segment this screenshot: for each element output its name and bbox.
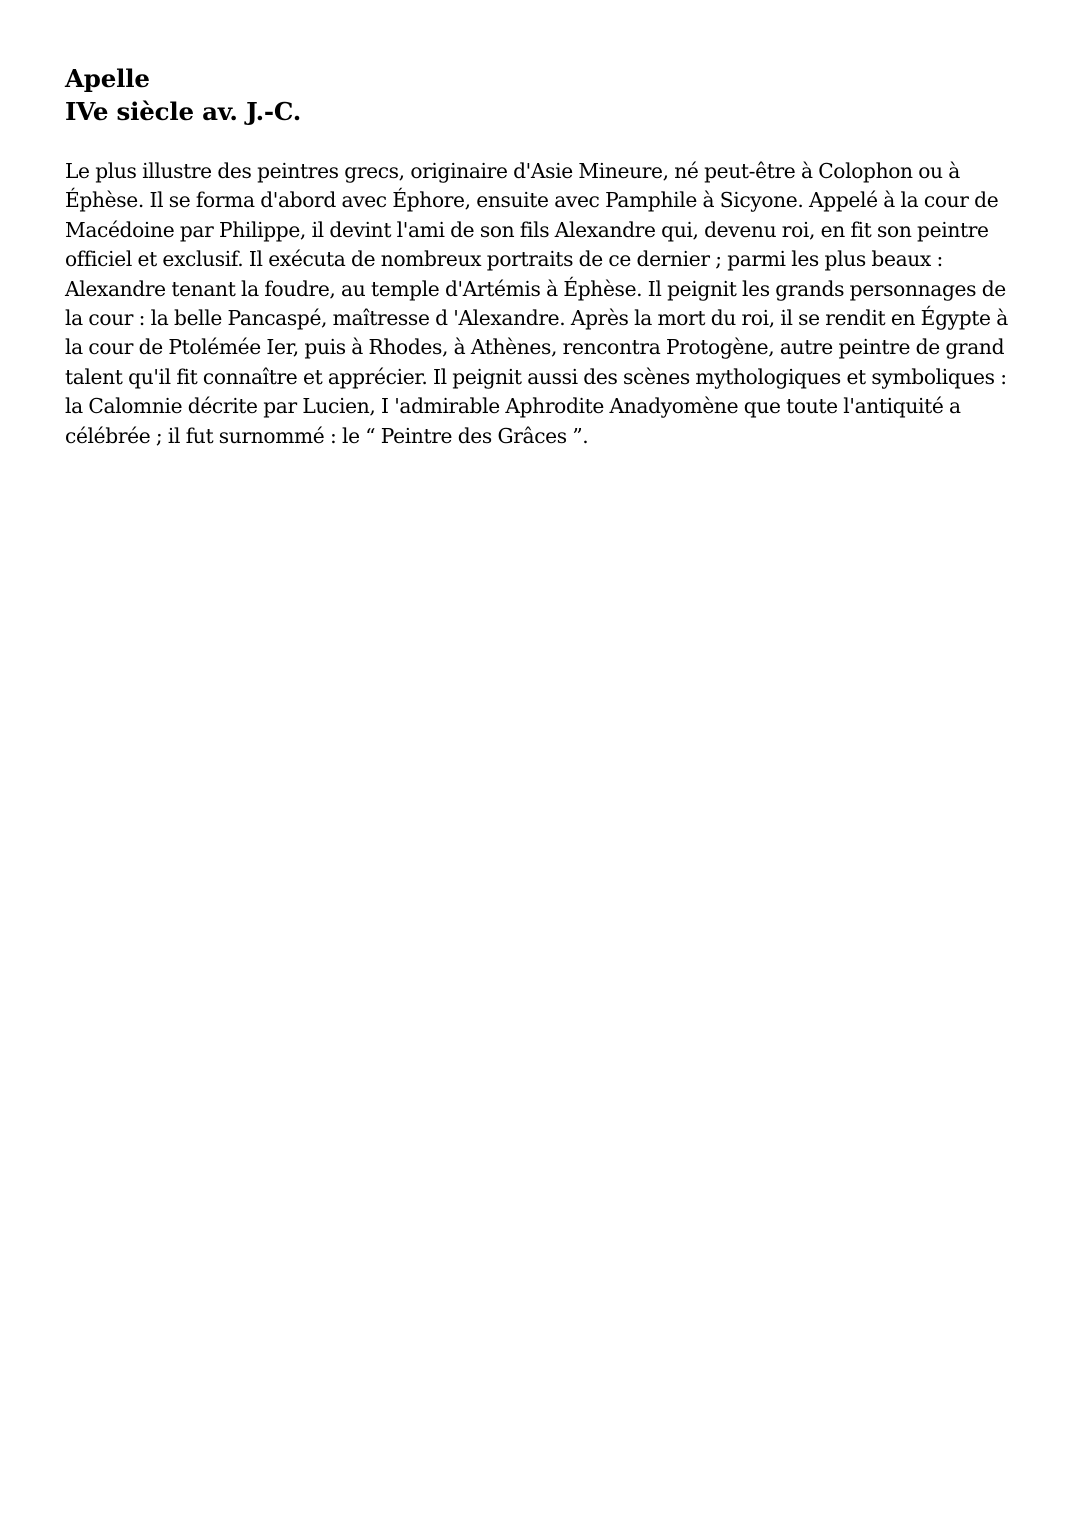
document-heading [65, 62, 1015, 128]
document-body: Le plus illustre des peintres grecs, originaire d'Asie Mineure, né peut-être à Colophon ou à Éphèse. Il se forma d'abord avec Éphore, ensuite avec Pamphile à Sicyone. Appelé à la cour de Macédoine par Philippe, il devint l'ami de son fils Alexandre qui, devenu roi, en fit son peintre officiel et exclusif. Il exécuta de nombreux portraits de ce dernier ; parmi les plus beaux : Alexandre tenant la foudre, au temple d'Artémis à Éphèse. Il peignit les grands personnages de la cour : la belle Pancaspé, maîtresse d 'Alexandre. Après la mort du roi, il se rendit en Égypte à la cour de Ptolémée Ier, puis à Rhodes, à Athènes, rencontra Protogène, autre peintre de grand talent qu'il fit connaître et apprécier. Il peignit aussi des scènes mythologiques et symboliques : la Calomnie décrite par Lucien, I 'admirable Aphrodite Anadyomène que toute l'antiquité a célébrée ; il fut surnommé : le “ Peintre des Grâces ”. [65, 159, 1008, 448]
document-content [65, 62, 1015, 451]
document-title: Apelle [65, 64, 150, 93]
document-subtitle: IVe siècle av. J.-C. [65, 97, 302, 126]
